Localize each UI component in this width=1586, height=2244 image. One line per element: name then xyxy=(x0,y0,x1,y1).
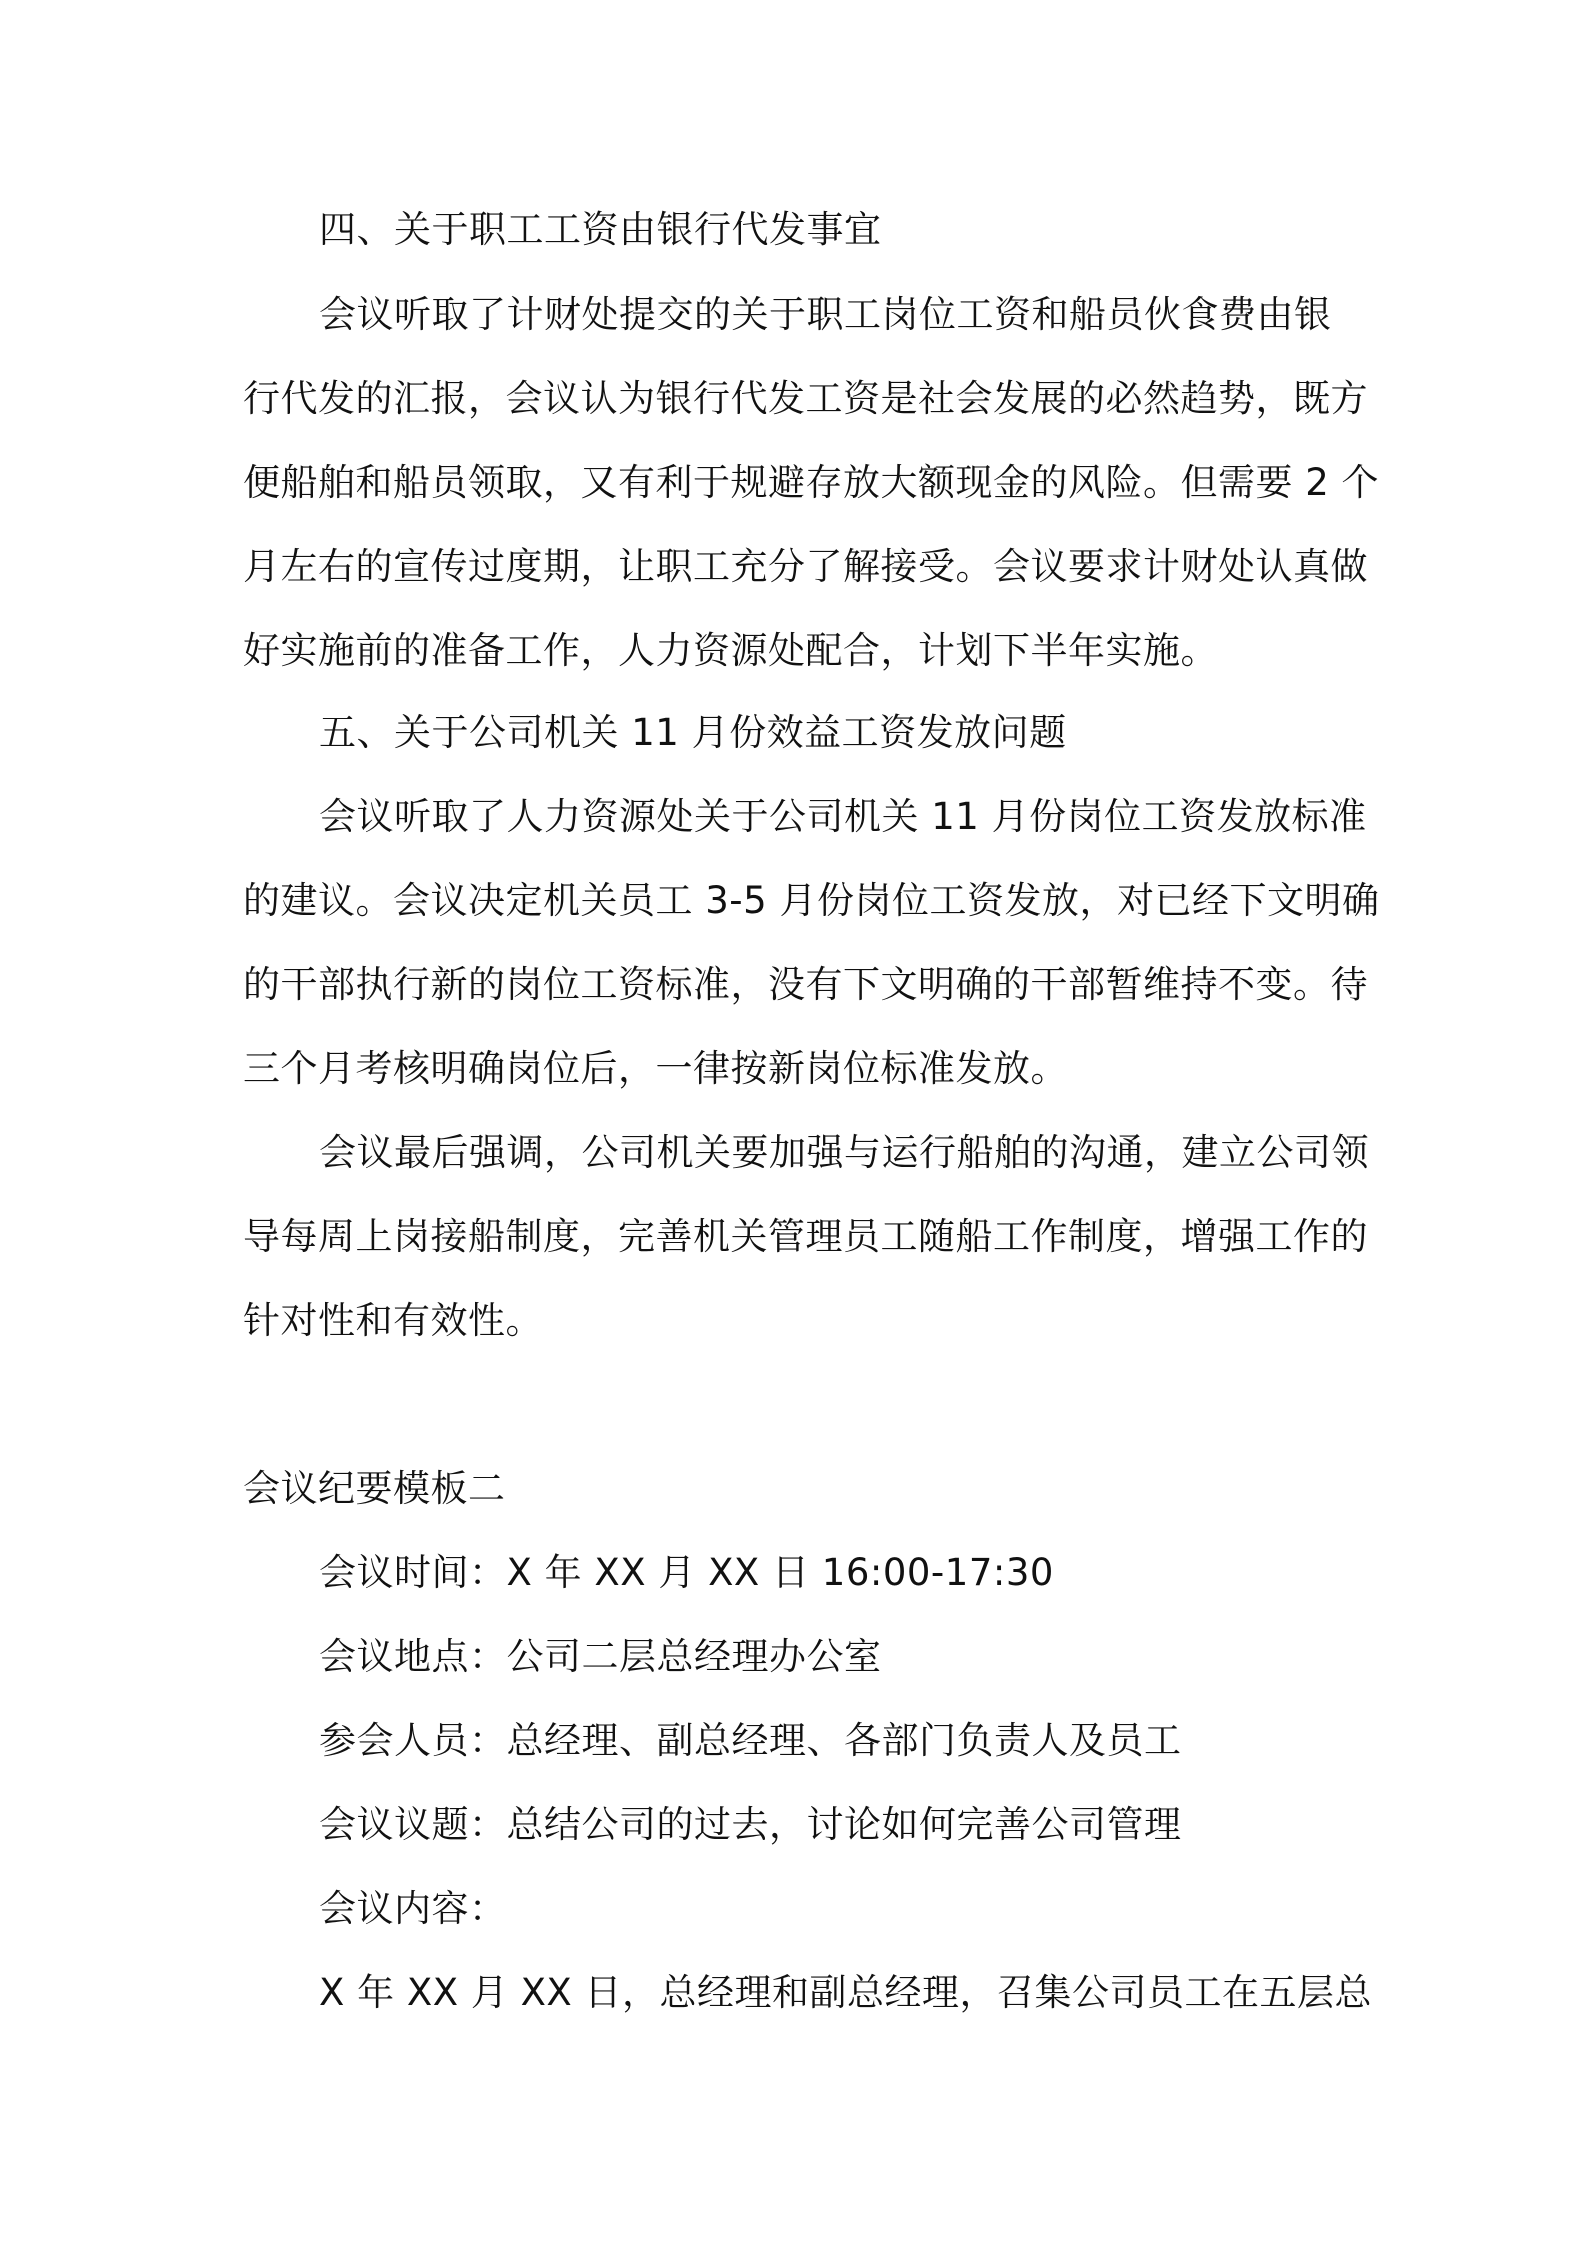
paragraph-line: 导每周上岗接船制度，完善机关管理员工随船工作制度，增强工作的 xyxy=(243,1215,1368,1258)
attendees: 参会人员：总经理、副总经理、各部门负责人及员工 xyxy=(319,1719,1182,1762)
paragraph-line: 行代发的汇报，会议认为银行代发工资是社会发展的必然趋势，既方 xyxy=(243,377,1368,420)
meeting-topic: 会议议题：总结公司的过去，讨论如何完善公司管理 xyxy=(319,1803,1182,1846)
paragraph-line: 会议听取了计财处提交的关于职工岗位工资和船员伙食费由银 xyxy=(319,293,1332,336)
meeting-place: 会议地点：公司二层总经理办公室 xyxy=(319,1635,882,1678)
paragraph-line: 会议听取了人力资源处关于公司机关 11 月份岗位工资发放标准 xyxy=(319,795,1367,838)
paragraph-line: 的干部执行新的岗位工资标准，没有下文明确的干部暂维持不变。待 xyxy=(243,963,1368,1006)
paragraph-line: 会议最后强调，公司机关要加强与运行船舶的沟通，建立公司领 xyxy=(319,1131,1369,1174)
paragraph-line: 三个月考核明确岗位后，一律按新岗位标准发放。 xyxy=(243,1047,1068,1090)
template-title: 会议纪要模板二 xyxy=(243,1467,506,1510)
meeting-time: 会议时间：X 年 XX 月 XX 日 16:00-17:30 xyxy=(319,1551,1054,1594)
paragraph-line: X 年 XX 月 XX 日，总经理和副总经理，召集公司员工在五层总 xyxy=(319,1971,1373,2014)
paragraph-line: 针对性和有效性。 xyxy=(243,1299,543,1342)
paragraph-line: 好实施前的准备工作，人力资源处配合，计划下半年实施。 xyxy=(243,629,1218,672)
paragraph-line: 的建议。会议决定机关员工 3-5 月份岗位工资发放，对已经下文明确 xyxy=(243,879,1380,922)
meeting-content-label: 会议内容： xyxy=(319,1887,507,1930)
section-heading: 五、关于公司机关 11 月份效益工资发放问题 xyxy=(319,711,1067,754)
paragraph-line: 月左右的宣传过度期，让职工充分了解接受。会议要求计财处认真做 xyxy=(243,545,1368,588)
paragraph-line: 便船舶和船员领取，又有利于规避存放大额现金的风险。但需要 2 个 xyxy=(243,461,1380,504)
section-heading: 四、关于职工工资由银行代发事宜 xyxy=(319,208,882,251)
